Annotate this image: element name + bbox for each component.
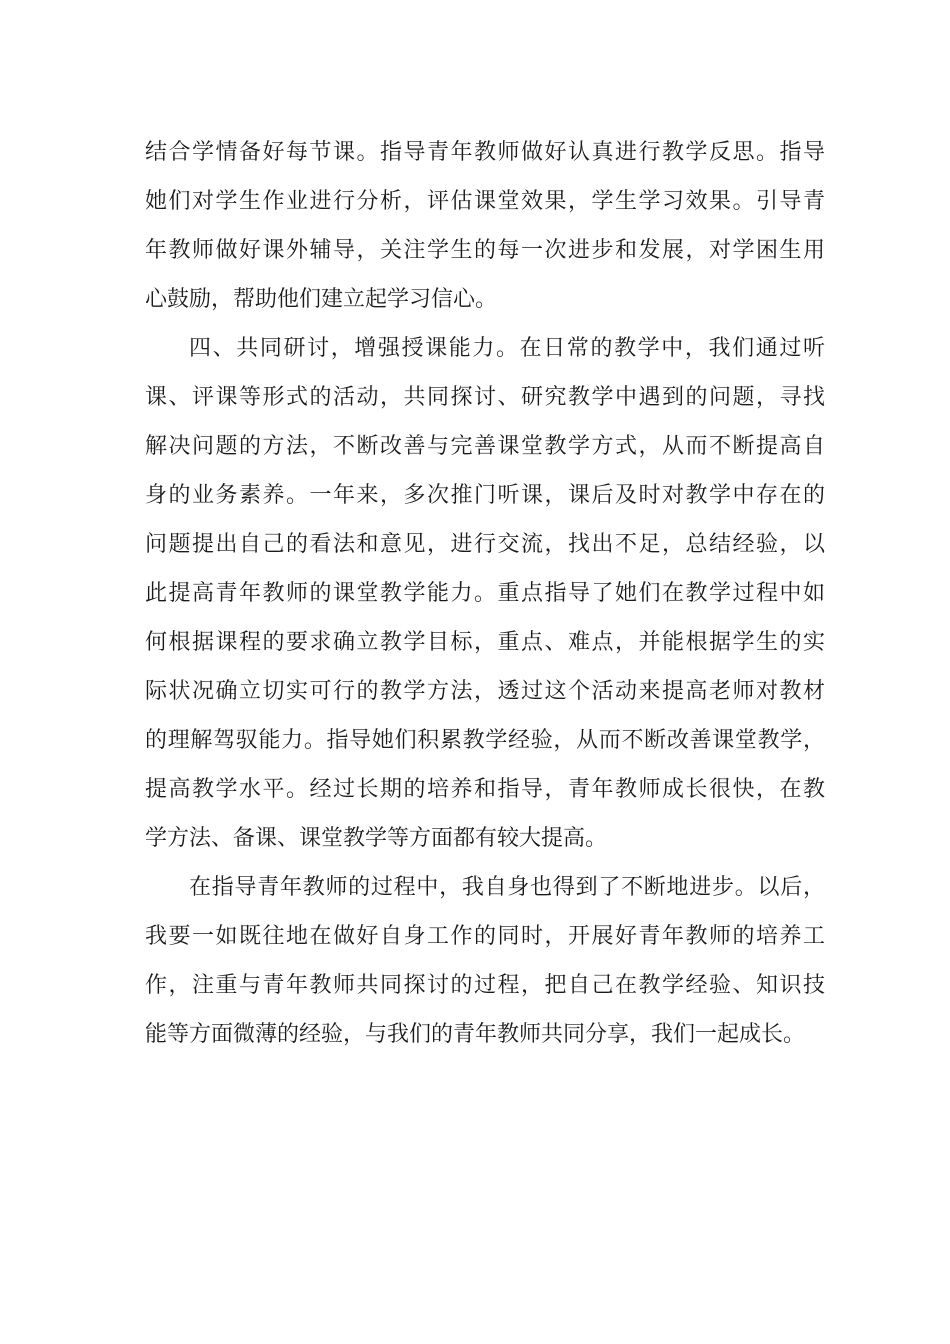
paragraph-3	[145, 863, 825, 1059]
text-line: 此提高青年教师的课堂教学能力。重点指导了她们在教学过程中如	[145, 581, 825, 606]
document-body	[145, 128, 825, 1059]
text-line: 何根据课程的要求确立教学目标，重点、难点，并能根据学生的实	[145, 630, 825, 655]
text-line: 我要一如既往地在做好自身工作的同时，开展好青年教师的培养工	[145, 924, 825, 949]
paragraph-1	[145, 128, 825, 324]
text-line: 问题提出自己的看法和意见，进行交流，找出不足，总结经验，以	[145, 532, 825, 557]
text-line: 学方法、备课、课堂教学等方面都有较大提高。	[145, 826, 608, 851]
text-line: 在指导青年教师的过程中，我自身也得到了不断地进步。以后，	[189, 875, 825, 900]
paragraph-2	[145, 324, 825, 863]
text-line: 她们对学生作业进行分析，评估课堂效果，学生学习效果。引导青	[145, 189, 825, 214]
text-line: 能等方面微薄的经验，与我们的青年教师共同分享，我们一起成长。	[145, 1022, 806, 1047]
text-line: 作，注重与青年教师共同探讨的过程，把自己在教学经验、知识技	[145, 973, 825, 998]
text-line: 身的业务素养。一年来，多次推门听课，课后及时对教学中存在的	[145, 483, 825, 508]
text-line: 心鼓励，帮助他们建立起学习信心。	[145, 287, 498, 312]
text-line: 提高教学水平。经过长期的培养和指导，青年教师成长很快，在教	[145, 777, 825, 802]
text-line: 年教师做好课外辅导，关注学生的每一次进步和发展，对学困生用	[145, 238, 825, 263]
text-line: 解决问题的方法，不断改善与完善课堂教学方式，从而不断提高自	[145, 434, 825, 459]
text-line: 结合学情备好每节课。指导青年教师做好认真进行教学反思。指导	[145, 140, 825, 165]
text-line: 课、评课等形式的活动，共同探讨、研究教学中遇到的问题，寻找	[145, 385, 825, 410]
text-line: 四、共同研讨，增强授课能力。在日常的教学中，我们通过听	[189, 336, 825, 361]
text-line: 的理解驾驭能力。指导她们积累教学经验，从而不断改善课堂教学，	[145, 728, 825, 753]
text-line: 际状况确立切实可行的教学方法，透过这个活动来提高老师对教材	[145, 679, 825, 704]
